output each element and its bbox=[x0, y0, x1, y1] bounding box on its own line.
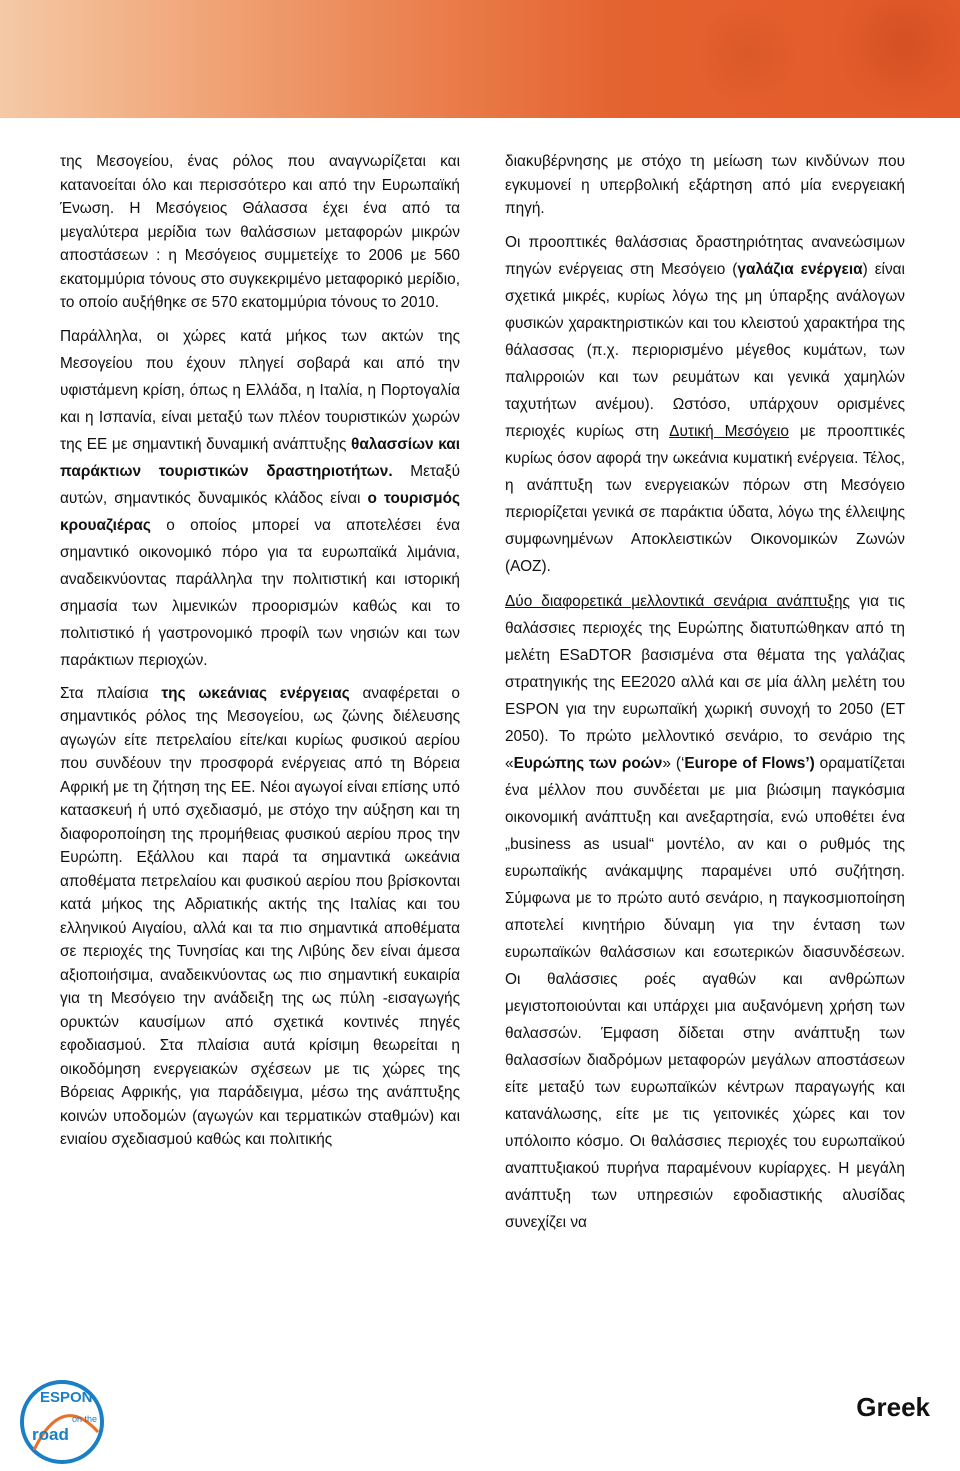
text: αναφέρεται ο σημαντικός ρόλος της Μεσογείου, ως ζώνης διέλευσης αγωγών είτε πετρελαίου είτε/και κυρίως φυσικού αερίου που συνδέουν την προσφορά ενέργειας από τη Βόρεια Αφρική με τη ζήτηση της ΕΕ. Νέοι αγωγοί είναι επίσης υπό κατασκευή ή υπό σχεδιασμό, με στόχο την αύξηση και τη διαφοροποίηση της προμήθειας φυσικού αερίου προς την Ευρώπη. Εξάλλου και παρά τα σημαντικά ωκεάνια αποθέματα πετρελαίου και φυσικού αερίου που βρίσκονται κατά μήκος της Αδριατικής ακτής της Ιταλίας και του ελληνικού Αιγαίου, αλλά και τα πιο σημαντικά αποθέματα σε περιοχές της Τυνησίας και της Λιβύης δεν είναι άμεσα αξιοποιήσιμα, αναδεικνύοντας ως πιο σημαντική ευκαιρία για τη Μεσόγειο την ανάδειξη της ως πύλη -εισαγωγής ορυκτών καυσίμων από σχετικά κοντινές πηγές εφοδιασμού. Στα πλαίσια αυτά κρίσιμη θεωρείται η οικοδόμηση ενεργειακών σχέσεων με τις χώρες της Βόρειας Αφρικής, για παράδειγμα, μέσω της ανάπτυξης κοινών υποδομών (αγωγών και τερματικών σταθμών) και ενιαίου σχεδιασμού καθώς και πολιτικής bbox=[60, 684, 460, 1148]
bold-text: της ωκεάνιας ενέργειας bbox=[161, 684, 350, 702]
paragraph bbox=[505, 229, 905, 580]
underlined-text: Δύο διαφορετικά μελλοντικά σενάρια ανάπτυξης bbox=[505, 592, 850, 610]
text: Παράλληλα, οι χώρες κατά μήκος των ακτών της Μεσογείου που έχουν πληγεί σοβαρά και από την υφιστάμενη κρίση, όπως η Ελλάδα, η Ιταλία, η Πορτογαλία και η Ισπανία, είναι μεταξύ των πλέον τουριστικών χωρών της ΕΕ με σημαντική δυναμική ανάπτυξης bbox=[60, 327, 460, 453]
text: διακυβέρνησης με στόχο τη μείωση των κινδύνων που εγκυμονεί η υπερβολική εξάρτηση από μία ενεργειακή πηγή. bbox=[505, 153, 905, 217]
paragraph bbox=[60, 150, 460, 315]
header-banner bbox=[0, 0, 960, 118]
paragraph bbox=[505, 150, 905, 221]
text: Στα πλαίσια bbox=[60, 684, 162, 702]
bold-text: Europe of Flows’) bbox=[684, 754, 815, 772]
logo-text-on-the: on the bbox=[72, 1414, 98, 1424]
espon-on-the-road-logo bbox=[14, 1372, 114, 1467]
text: Οι προοπτικές θαλάσσιας δραστηριότητας ανανεώσιμων πηγών ενέργειας στη Μεσόγειο ( bbox=[505, 233, 905, 278]
bold-text: γαλάζια ενέργεια bbox=[737, 260, 863, 278]
bold-text: θαλασσίων και παράκτιων τουριστικών δραστηριοτήτων. bbox=[60, 435, 461, 480]
bold-text: Ευρώπης των ροών bbox=[513, 754, 663, 772]
banner-map-pattern bbox=[700, 10, 820, 100]
bold-text: ο τουρισμός κρουαζιέρας bbox=[60, 489, 461, 534]
text: για τις θαλάσσιες περιοχές της Ευρώπης διατυπώθηκαν από τη μελέτη ESaDTOR βασισμένα στα θέματα της γαλάζιας στρατηγικής της ΕΕ2020 αλλά και σε μία άλλη μελέτη του ESPON για την ευρωπαϊκή χωρική συνοχή το 2050 (ET 2050). Το πρώτο μελλοντικό σενάριο, το σενάριο της « bbox=[505, 592, 905, 772]
logo-text-road: road bbox=[32, 1425, 69, 1444]
text: οραματίζεται ένα μέλλον που συνδέεται με μια βιώσιμη παγκόσμια οικονομική ανάπτυξη και ανεξαρτησία, ενώ υποθέτει ένα „business as usual“ μοντέλο, αν και ο ρυθμός της ευρωπαϊκής ανάκαμψης παραμένει υπό συζήτηση. Σύμφωνα με το πρώτο αυτό σενάριο, η παγκοσμιοποίηση αποτελεί κινητήριο δύναμη για την ένταση των ευρωπαϊκών θαλάσσιων και εσωτερικών διασυνδέσεων. Οι θαλάσσιες ροές αγαθών και ανθρώπων μεγιστοποιούνται και υπάρχει μια αυξανόμενη χρήση των θαλασσών. Έμφαση δίδεται στην ανάπτυξη των θαλασσίων διαδρόμων μεταφορών μεγάλων αποστάσεων είτε μεταξύ των ευρωπαϊκών κέντρων παραγωγής και κατανάλωσης, είτε με τις γειτονικές χώρες και τον υπόλοιπο κόσμο. Οι θαλάσσιες περιοχές του ευρωπαϊκού αναπτυξιακού πυρήνα παραμένουν κυρίαρχες. Η μεγάλη ανάπτυξη των υπηρεσιών εφοδιαστικής αλυσίδας συνεχίζει να bbox=[505, 754, 905, 1231]
paragraph bbox=[505, 588, 905, 1236]
text: ) είναι σχετικά μικρές, κυρίως λόγω της μη ύπαρξης ανάλογων φυσικών χαρακτηριστικών και του κλειστού χαρακτήρα της θάλασσας (π.χ. περιορισμένο μέγεθος κυμάτων, των παλιρροιών και των ρευμάτων και γενικά χαμηλών ταχυτήτων ανέμου). Ωστόσο, υπάρχουν ορισμένες περιοχές κυρίως στη bbox=[505, 260, 905, 440]
text: της Μεσογείου, ένας ρόλος που αναγνωρίζεται και κατανοείται όλο και περισσότερο και από την Ευρωπαϊκή Ένωση. Η Μεσόγειος Θάλασσα έχει ένα από τα μεγαλύτερα μερίδια των θαλάσσιων μεταφορών μικρών αποστάσεων : η Μεσόγειος συμμετείχε το 2006 με 560 εκατομμύρια τόνους στο συγκεκριμένο μεταφορικό μερίδιο, το οποίο αυξήθηκε σε 570 εκατομμύρια τόνους το 2010. bbox=[60, 153, 460, 311]
text: » (‘ bbox=[662, 754, 685, 772]
left-column bbox=[60, 150, 460, 1160]
language-label: Greek bbox=[856, 1392, 930, 1422]
right-column bbox=[505, 150, 905, 1244]
text: Μεταξύ αυτών, σημαντικός δυναμικός κλάδος είναι bbox=[60, 462, 460, 507]
underlined-text: Δυτική Μεσόγειο bbox=[669, 422, 789, 440]
banner-map-pattern bbox=[820, 0, 960, 110]
paragraph bbox=[60, 323, 460, 674]
logo-text-espon: ESPON bbox=[40, 1389, 93, 1406]
text: ο οποίος μπορεί να αποτελέσει ένα σημαντικό οικονομικό πόρο για τα ευρωπαϊκά λιμάνια, αναδεικνύοντας παράλληλα την πολιτιστική και ιστορική σημασία των λιμενικών προορισμών καθώς και το πολιτιστικό ή γαστρονομικό προφίλ των νησιών και των παράκτιων περιοχών. bbox=[60, 516, 460, 669]
text: με προοπτικές κυρίως όσον αφορά την ωκεάνια κυματική ενέργεια. Τέλος, η ανάπτυξη των ενεργειακών πόρων στη Μεσόγειο περιορίζεται γενικά σε παράκτια ύδατα, λόγω της έλλειψης συμφωνημένων Αποκλειστικών Οικονομικών Ζωνών (ΑΟΖ). bbox=[505, 422, 905, 575]
paragraph bbox=[60, 682, 460, 1152]
